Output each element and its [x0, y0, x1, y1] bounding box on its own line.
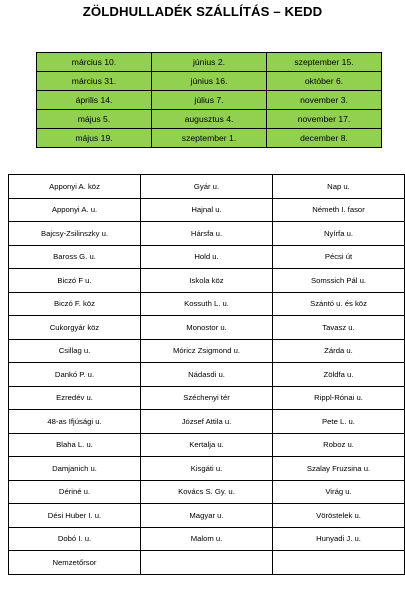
street-cell: Szántó u. és köz: [273, 292, 405, 316]
street-cell: [273, 551, 405, 575]
street-cell: Nádasdi u.: [141, 363, 273, 387]
street-cell: Kertalja u.: [141, 433, 273, 457]
street-cell: Biczó F. köz: [9, 292, 141, 316]
street-cell: [141, 551, 273, 575]
street-cell: Magyar u.: [141, 504, 273, 528]
street-cell: Nemzetőrsor: [9, 551, 141, 575]
dates-table: [36, 52, 382, 148]
street-cell: Szalay Fruzsina u.: [273, 457, 405, 481]
street-cell: Gyár u.: [141, 175, 273, 199]
street-cell: Somssich Pál u.: [273, 269, 405, 293]
date-row: [37, 129, 382, 148]
street-row: [9, 175, 405, 199]
street-row: [9, 245, 405, 269]
date-cell: szeptember 15.: [267, 53, 382, 72]
street-cell: Dankó P. u.: [9, 363, 141, 387]
street-cell: Németh I. fasor: [273, 198, 405, 222]
street-cell: Széchenyi tér: [141, 386, 273, 410]
street-cell: Iskola köz: [141, 269, 273, 293]
street-cell: Zöldfa u.: [273, 363, 405, 387]
street-cell: Bajcsy-Zsilinszky u.: [9, 222, 141, 246]
date-cell: október 6.: [267, 72, 382, 91]
street-row: [9, 198, 405, 222]
street-cell: Baross G. u.: [9, 245, 141, 269]
streets-table: [8, 174, 405, 575]
date-cell: augusztus 4.: [152, 110, 267, 129]
street-cell: Kisgáti u.: [141, 457, 273, 481]
street-row: [9, 433, 405, 457]
date-cell: november 3.: [267, 91, 382, 110]
street-cell: Dobó I. u.: [9, 527, 141, 551]
street-cell: Pete L. u.: [273, 410, 405, 434]
street-cell: Hársfa u.: [141, 222, 273, 246]
date-cell: május 5.: [37, 110, 152, 129]
street-row: [9, 292, 405, 316]
street-row: [9, 504, 405, 528]
street-cell: Monostor u.: [141, 316, 273, 340]
date-row: [37, 53, 382, 72]
street-row: [9, 316, 405, 340]
street-cell: Kovács S. Gy. u.: [141, 480, 273, 504]
street-cell: Cukorgyár köz: [9, 316, 141, 340]
street-row: [9, 339, 405, 363]
date-cell: május 19.: [37, 129, 152, 148]
street-row: [9, 222, 405, 246]
date-cell: március 10.: [37, 53, 152, 72]
street-cell: Hold u.: [141, 245, 273, 269]
street-row: [9, 269, 405, 293]
street-row: [9, 480, 405, 504]
date-cell: július 7.: [152, 91, 267, 110]
street-cell: Dési Huber I. u.: [9, 504, 141, 528]
street-cell: Apponyi A. u.: [9, 198, 141, 222]
street-cell: Blaha L. u.: [9, 433, 141, 457]
street-row: [9, 410, 405, 434]
date-cell: december 8.: [267, 129, 382, 148]
date-cell: április 14.: [37, 91, 152, 110]
page-title: ZÖLDHULLADÉK SZÁLLÍTÁS – KEDD: [82, 4, 323, 19]
street-cell: Biczó F u.: [9, 269, 141, 293]
street-cell: 48-as Ifjúsági u.: [9, 410, 141, 434]
street-cell: Csillag u.: [9, 339, 141, 363]
street-cell: Vöröstelek u.: [273, 504, 405, 528]
street-cell: Móricz Zsigmond u.: [141, 339, 273, 363]
street-cell: József Attila u.: [141, 410, 273, 434]
street-cell: Ezredév u.: [9, 386, 141, 410]
street-row: [9, 551, 405, 575]
street-cell: Virág u.: [273, 480, 405, 504]
street-row: [9, 363, 405, 387]
street-cell: Damjanich u.: [9, 457, 141, 481]
date-row: [37, 110, 382, 129]
street-cell: Zárda u.: [273, 339, 405, 363]
street-cell: Nap u.: [273, 175, 405, 199]
date-cell: szeptember 1.: [152, 129, 267, 148]
street-cell: Apponyi A. köz: [9, 175, 141, 199]
date-cell: június 2.: [152, 53, 267, 72]
street-cell: Nyírfa u.: [273, 222, 405, 246]
street-cell: Tavasz u.: [273, 316, 405, 340]
date-cell: június 16.: [152, 72, 267, 91]
street-cell: Rippl-Rónai u.: [273, 386, 405, 410]
street-cell: Hajnal u.: [141, 198, 273, 222]
date-row: [37, 72, 382, 91]
street-cell: Kossuth L. u.: [141, 292, 273, 316]
street-row: [9, 386, 405, 410]
street-cell: Hunyadi J. u.: [273, 527, 405, 551]
street-row: [9, 527, 405, 551]
date-row: [37, 91, 382, 110]
street-cell: Dériné u.: [9, 480, 141, 504]
street-cell: Pécsi út: [273, 245, 405, 269]
street-cell: Malom u.: [141, 527, 273, 551]
street-cell: Roboz u.: [273, 433, 405, 457]
date-cell: március 31.: [37, 72, 152, 91]
date-cell: november 17.: [267, 110, 382, 129]
street-row: [9, 457, 405, 481]
